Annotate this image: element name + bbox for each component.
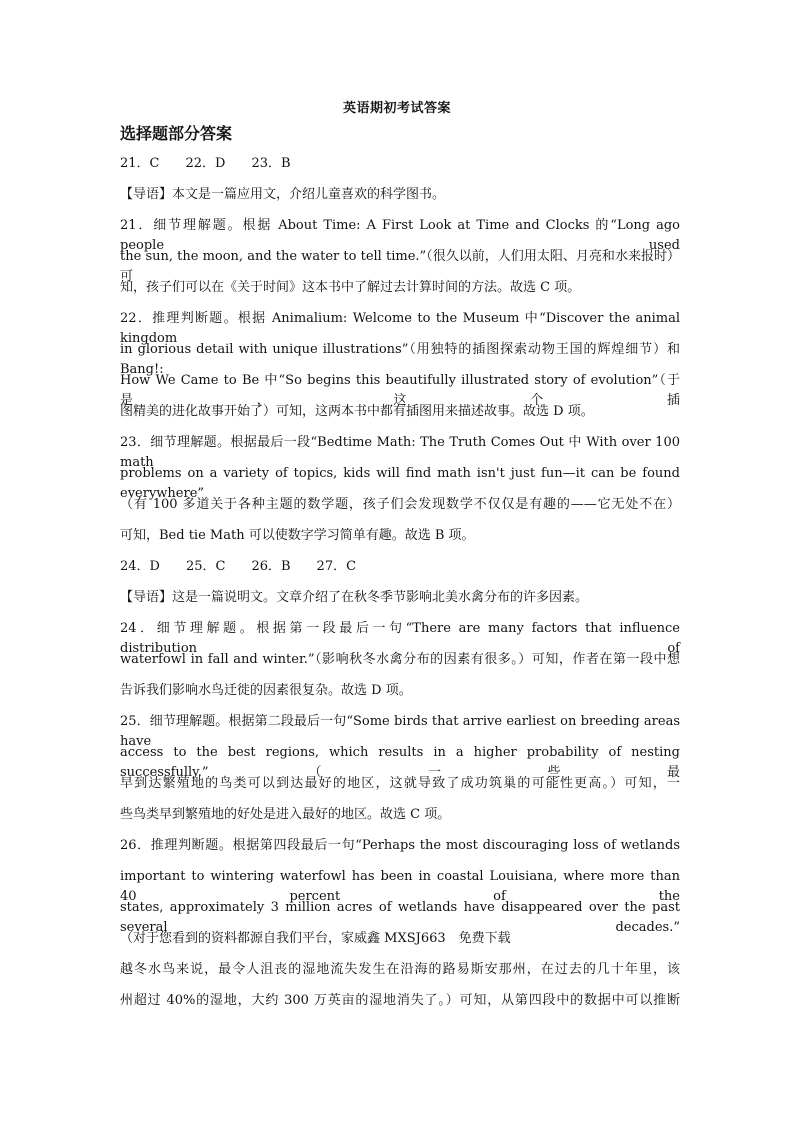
text-line: access to the best regions, which results in a higher probability of nesting successfully.”（一些最 (120, 745, 680, 780)
text-line: important to wintering waterfowl has been in coastal Louisiana, where more than 40 percent of the (120, 869, 680, 904)
text-line: waterfowl in fall and winter.”（影响秋冬水禽分布的因素有很多。）可知，作者在第一段中想 (120, 652, 680, 667)
text-line: 24．D 25．C 26．B 27．C (120, 559, 357, 574)
text-line: problems on a variety of topics, kids will find math isn't just fun—it can be found everywhere” (120, 466, 680, 501)
text-line: 早到达繁殖地的鸟类可以到达最好的地区，这就导致了成功筑巢的可能性更高。）可知，一 (120, 776, 680, 791)
text-line: 21．C 22．D 23．B (120, 156, 291, 171)
text-line: 25．细节理解题。根据第二段最后一句“Some birds that arrive earliest on breeding areas have (120, 714, 680, 749)
document-title: 英语期初考试答案 (342, 101, 451, 116)
text-line: 图精美的进化故事开始了）可知，这两本书中都有插图用来描述故事。故选 D 项。 (120, 404, 594, 419)
text-line: 些鸟类早到繁殖地的好处是进入最好的地区。故选 C 项。 (120, 807, 451, 822)
text-line: （对于您看到的资料都源自我们平台，家威鑫 MXSJ663 免费下载 (120, 931, 511, 946)
text-line: 州超过 40%的湿地，大约 300 万英亩的湿地消失了。）可知，从第四段中的数据中可以推断 (120, 993, 680, 1008)
text-line: 22．推理判断题。根据 Animalium: Welcome to the Museum 中“Discover the animal kingdom (120, 311, 680, 346)
text-line: 可知，Bed tie Math 可以使数字学习简单有趣。故选 B 项。 (120, 528, 475, 543)
text-line: 告诉我们影响水鸟迁徙的因素很复杂。故选 D 项。 (120, 683, 412, 698)
text-line: 24．细节理解题。根据第一段最后一句“There are many factors that influence distribution of (120, 621, 680, 656)
answer-content (120, 154, 680, 1022)
text-line: 越冬水鸟来说，最令人沮丧的湿地流失发生在沿海的路易斯安那州，在过去的几十年里，该 (120, 962, 680, 977)
text-line: states, approximately 3 million acres of wetlands have disappeared over the past several decades.” (120, 900, 680, 935)
text-line: 【导语】这是一篇说明文。文章介绍了在秋冬季节影响北美水禽分布的许多因素。 (120, 590, 589, 605)
text-line: in glorious detail with unique illustrations”（用独特的插图探索动物王国的辉煌细节）和 Bang!: (120, 342, 680, 377)
text-line: 【导语】本文是一篇应用文，介绍儿童喜欢的科学图书。 (120, 187, 446, 202)
text-line: 23．细节理解题。根据最后一段“Bedtime Math: The Truth Comes Out 中 With over 100 math (120, 435, 680, 470)
text-line: 知，孩子们可以在《关于时间》这本书中了解过去计算时间的方法。故选 C 项。 (120, 280, 581, 295)
text-line: （有 100 多道关于各种主题的数学题，孩子们会发现数学不仅仅是有趣的——它无处不在） (120, 497, 680, 512)
text-line: the sun, the moon, and the water to tell time.”（很久以前，人们用太阳、月亮和水来报时）可 (120, 249, 680, 284)
section-heading: 选择题部分答案 (120, 124, 233, 143)
text-line: 21．细节理解题。根据 About Time: A First Look at Time and Clocks 的“Long ago people used (120, 218, 680, 253)
text-line: How We Came to Be 中“So begins this beautifully illustrated story of evolution”（于是，这个插 (120, 373, 680, 408)
text-line: 26．推理判断题。根据第四段最后一句“Perhaps the most discouraging loss of wetlands (120, 838, 680, 853)
